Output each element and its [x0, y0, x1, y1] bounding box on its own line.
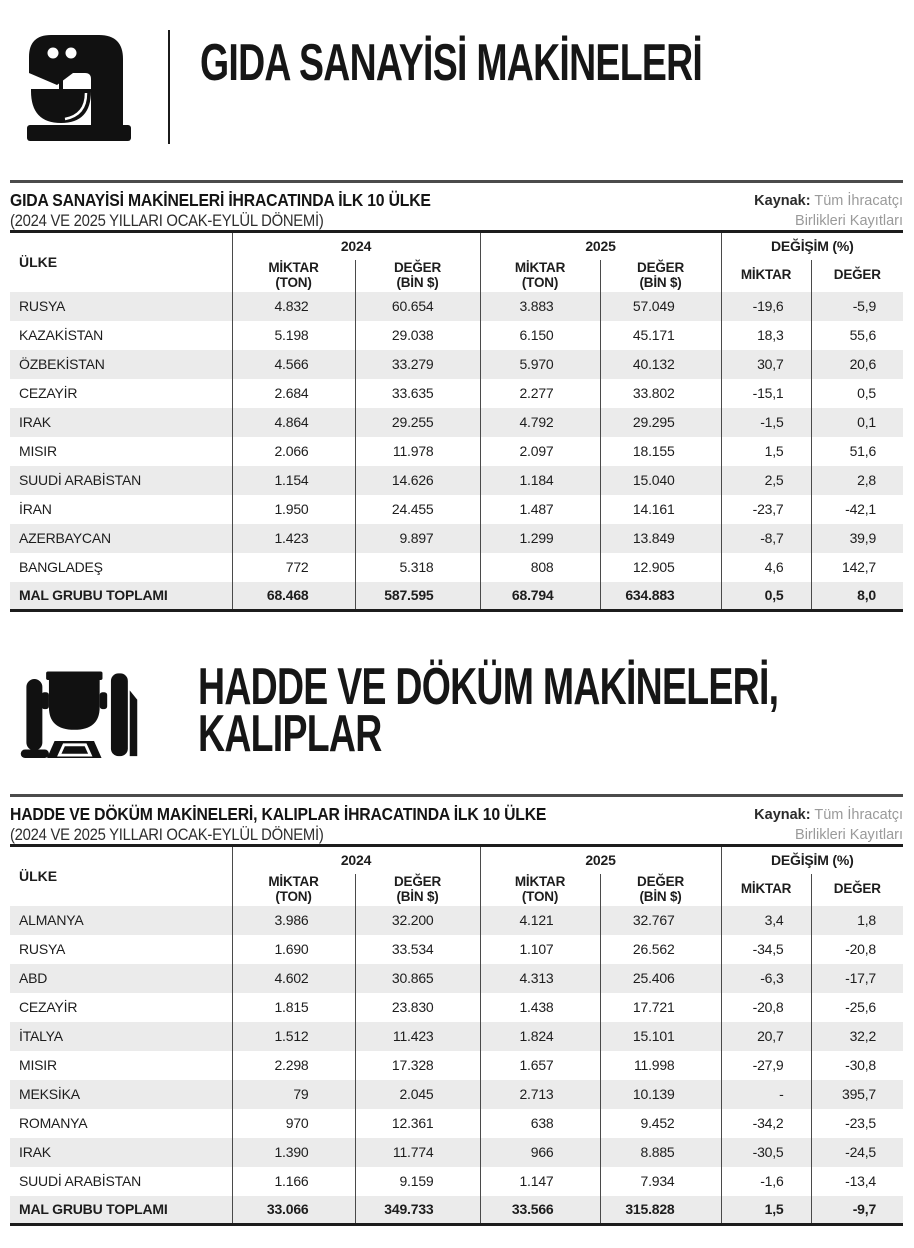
- deger-change-cell: -30,8: [811, 1051, 903, 1080]
- miktar-2024-cell: 2.684: [232, 379, 355, 408]
- deger-2025-cell: 29.295: [600, 408, 721, 437]
- table-row: [10, 1167, 903, 1196]
- country-cell: ALMANYA: [19, 912, 84, 928]
- deger-change-cell: 55,6: [811, 321, 903, 350]
- table-row: [10, 321, 903, 350]
- deger-2024-cell: 33.279: [355, 350, 480, 379]
- section-header: [16, 650, 914, 772]
- source-text-line2: Birlikleri Kayıtları: [795, 827, 903, 843]
- col-group-2025: 2025: [480, 232, 721, 260]
- miktar-change-cell: -34,2: [721, 1109, 811, 1138]
- section-title: [200, 34, 897, 134]
- miktar-change-cell: 20,7: [721, 1022, 811, 1051]
- miktar-2024-cell: 1.390: [232, 1138, 355, 1167]
- table-row: [10, 906, 903, 935]
- table-title: HADDE VE DÖKÜM MAKİNELERİ, KALIPLAR İHRACATINDA İLK 10 ÜLKE: [10, 804, 547, 824]
- deger-2024-cell: 32.200: [355, 906, 480, 935]
- total-miktar-change: 0,5: [721, 582, 811, 611]
- country-cell: RUSYA: [19, 941, 66, 957]
- deger-2025-cell: 15.040: [600, 466, 721, 495]
- table-header: [10, 232, 903, 292]
- deger-2024-cell: 14.626: [355, 466, 480, 495]
- deger-2024-cell: 11.978: [355, 437, 480, 466]
- miktar-change-cell: -: [721, 1080, 811, 1109]
- table-row: [10, 993, 903, 1022]
- miktar-2025-cell: 1.147: [480, 1167, 600, 1196]
- miktar-2024-cell: 1.815: [232, 993, 355, 1022]
- table-block-food: [10, 180, 903, 612]
- country-cell: İRAN: [19, 501, 52, 517]
- source-note: [754, 189, 903, 231]
- col-deger-2025: DEĞER (BİN $): [600, 874, 721, 906]
- col-miktar-change: MİKTAR: [721, 874, 811, 906]
- col-group-change: DEĞİŞİM (%): [721, 846, 903, 874]
- table-head-left: [10, 803, 606, 846]
- miktar-2024-cell: 1.690: [232, 935, 355, 964]
- source-label: Kaynak:: [754, 807, 811, 823]
- total-deger-change: -9,7: [811, 1196, 903, 1225]
- col-miktar-2024: MİKTAR (TON): [232, 874, 355, 906]
- deger-2024-cell: 12.361: [355, 1109, 480, 1138]
- section-title-line1: GIDA SANAYİSİ MAKİNELERİ: [200, 34, 703, 92]
- deger-change-cell: 39,9: [811, 524, 903, 553]
- table-row: [10, 350, 903, 379]
- miktar-change-cell: -27,9: [721, 1051, 811, 1080]
- page: [0, 26, 914, 1248]
- miktar-2025-cell: 1.824: [480, 1022, 600, 1051]
- total-miktar-2025: 68.794: [480, 582, 600, 611]
- country-cell: IRAK: [19, 1144, 51, 1160]
- section-header: [16, 26, 914, 148]
- deger-2025-cell: 32.767: [600, 906, 721, 935]
- miktar-2024-cell: 4.566: [232, 350, 355, 379]
- deger-change-cell: -24,5: [811, 1138, 903, 1167]
- col-group-change: DEĞİŞİM (%): [721, 232, 903, 260]
- deger-2024-cell: 2.045: [355, 1080, 480, 1109]
- total-miktar-change: 1,5: [721, 1196, 811, 1225]
- miktar-change-cell: -15,1: [721, 379, 811, 408]
- miktar-2024-cell: 772: [232, 553, 355, 582]
- miktar-2025-cell: 2.277: [480, 379, 600, 408]
- country-cell: IRAK: [19, 414, 51, 430]
- col-group-2024: 2024: [232, 232, 480, 260]
- table-row: [10, 553, 903, 582]
- miktar-2024-cell: 4.832: [232, 292, 355, 321]
- table-header: [10, 846, 903, 906]
- total-deger-2025: 634.883: [600, 582, 721, 611]
- col-group-2025: 2025: [480, 846, 721, 874]
- country-cell: CEZAYİR: [19, 999, 78, 1015]
- source-note: [754, 803, 903, 845]
- country-cell: BANGLADEŞ: [19, 559, 103, 575]
- deger-change-cell: 2,8: [811, 466, 903, 495]
- deger-2024-cell: 33.534: [355, 935, 480, 964]
- deger-change-cell: 142,7: [811, 553, 903, 582]
- col-miktar-change: MİKTAR: [721, 260, 811, 292]
- table-row: [10, 408, 903, 437]
- table-block-casting: [10, 794, 903, 1226]
- col-deger-2024: DEĞER (BİN $): [355, 260, 480, 292]
- table-row: [10, 524, 903, 553]
- miktar-2025-cell: 966: [480, 1138, 600, 1167]
- deger-2024-cell: 17.328: [355, 1051, 480, 1080]
- miktar-2025-cell: 2.713: [480, 1080, 600, 1109]
- miktar-2025-cell: 808: [480, 553, 600, 582]
- deger-change-cell: 0,5: [811, 379, 903, 408]
- table-row: [10, 292, 903, 321]
- miktar-2024-cell: 3.986: [232, 906, 355, 935]
- total-miktar-2025: 33.566: [480, 1196, 600, 1225]
- miktar-2024-cell: 4.864: [232, 408, 355, 437]
- deger-2024-cell: 5.318: [355, 553, 480, 582]
- deger-change-cell: -20,8: [811, 935, 903, 964]
- country-cell: KAZAKİSTAN: [19, 327, 104, 343]
- miktar-change-cell: -1,6: [721, 1167, 811, 1196]
- miktar-change-cell: 18,3: [721, 321, 811, 350]
- section-food-machinery: [0, 26, 914, 612]
- miktar-2024-cell: 4.602: [232, 964, 355, 993]
- table-row: [10, 1080, 903, 1109]
- miktar-2024-cell: 1.423: [232, 524, 355, 553]
- miktar-2024-cell: 79: [232, 1080, 355, 1109]
- miktar-change-cell: -1,5: [721, 408, 811, 437]
- table-row: [10, 437, 903, 466]
- country-cell: SUUDİ ARABİSTAN: [19, 1173, 141, 1189]
- deger-2025-cell: 9.452: [600, 1109, 721, 1138]
- miktar-change-cell: 4,6: [721, 553, 811, 582]
- deger-2025-cell: 26.562: [600, 935, 721, 964]
- deger-change-cell: -23,5: [811, 1109, 903, 1138]
- country-cell: MISIR: [19, 1057, 57, 1073]
- col-miktar-2024: MİKTAR (TON): [232, 260, 355, 292]
- deger-change-cell: 0,1: [811, 408, 903, 437]
- miktar-2025-cell: 5.970: [480, 350, 600, 379]
- miktar-2025-cell: 4.313: [480, 964, 600, 993]
- table-row: [10, 379, 903, 408]
- col-deger-2024: DEĞER (BİN $): [355, 874, 480, 906]
- table-row: [10, 466, 903, 495]
- casting-ladle-icon: [16, 650, 142, 772]
- miktar-2024-cell: 1.154: [232, 466, 355, 495]
- table-body: [10, 906, 903, 1196]
- deger-change-cell: -42,1: [811, 495, 903, 524]
- deger-change-cell: 32,2: [811, 1022, 903, 1051]
- country-cell: CEZAYİR: [19, 385, 78, 401]
- miktar-change-cell: -19,6: [721, 292, 811, 321]
- miktar-2024-cell: 970: [232, 1109, 355, 1138]
- table-row: [10, 1109, 903, 1138]
- miktar-2025-cell: 6.150: [480, 321, 600, 350]
- total-miktar-2024: 68.468: [232, 582, 355, 611]
- miktar-change-cell: -30,5: [721, 1138, 811, 1167]
- col-group-2024: 2024: [232, 846, 480, 874]
- miktar-2025-cell: 1.299: [480, 524, 600, 553]
- col-miktar-2025: MİKTAR (TON): [480, 874, 600, 906]
- total-deger-2024: 587.595: [355, 582, 480, 611]
- miktar-2025-cell: 3.883: [480, 292, 600, 321]
- total-deger-2025: 315.828: [600, 1196, 721, 1225]
- miktar-2024-cell: 2.066: [232, 437, 355, 466]
- miktar-change-cell: 1,5: [721, 437, 811, 466]
- source-text-line2: Birlikleri Kayıtları: [795, 213, 903, 229]
- miktar-2025-cell: 638: [480, 1109, 600, 1138]
- table-row: [10, 964, 903, 993]
- stand-mixer-icon: [16, 26, 142, 148]
- miktar-2024-cell: 1.950: [232, 495, 355, 524]
- deger-2025-cell: 18.155: [600, 437, 721, 466]
- deger-change-cell: -13,4: [811, 1167, 903, 1196]
- country-cell: ÖZBEKİSTAN: [19, 356, 105, 372]
- deger-2024-cell: 24.455: [355, 495, 480, 524]
- section-title-line1: HADDE VE DÖKÜM MAKİNELERİ,: [198, 658, 779, 716]
- deger-2025-cell: 17.721: [600, 993, 721, 1022]
- table-row: [10, 1022, 903, 1051]
- deger-2024-cell: 60.654: [355, 292, 480, 321]
- total-label: MAL GRUBU TOPLAMI: [19, 1201, 168, 1218]
- col-country: ÜLKE: [19, 868, 58, 885]
- total-deger-change: 8,0: [811, 582, 903, 611]
- deger-2024-cell: 33.635: [355, 379, 480, 408]
- total-deger-2024: 349.733: [355, 1196, 480, 1225]
- table-title: GIDA SANAYİSİ MAKİNELERİ İHRACATINDA İLK 10 ÜLKE: [10, 190, 431, 210]
- table-row: [10, 495, 903, 524]
- table-row: [10, 935, 903, 964]
- miktar-2025-cell: 1.107: [480, 935, 600, 964]
- country-cell: MEKSİKA: [19, 1086, 80, 1102]
- section-title-line2: KALIPLAR: [198, 705, 382, 763]
- table-body: [10, 292, 903, 582]
- table-head-area: [10, 183, 903, 230]
- miktar-change-cell: -20,8: [721, 993, 811, 1022]
- deger-2025-cell: 40.132: [600, 350, 721, 379]
- deger-2024-cell: 11.774: [355, 1138, 480, 1167]
- deger-2025-cell: 11.998: [600, 1051, 721, 1080]
- deger-2025-cell: 7.934: [600, 1167, 721, 1196]
- country-cell: MISIR: [19, 443, 57, 459]
- country-cell: ROMANYA: [19, 1115, 88, 1131]
- miktar-2025-cell: 1.184: [480, 466, 600, 495]
- miktar-2024-cell: 5.198: [232, 321, 355, 350]
- deger-change-cell: -25,6: [811, 993, 903, 1022]
- table-head-area: [10, 797, 903, 844]
- miktar-2025-cell: 4.792: [480, 408, 600, 437]
- table-row: [10, 1138, 903, 1167]
- deger-2025-cell: 33.802: [600, 379, 721, 408]
- header-divider: [168, 30, 170, 144]
- miktar-2025-cell: 1.657: [480, 1051, 600, 1080]
- table-total: [10, 1196, 903, 1225]
- table-head-left: [10, 189, 477, 232]
- miktar-change-cell: -23,7: [721, 495, 811, 524]
- table-total: [10, 582, 903, 611]
- deger-2024-cell: 30.865: [355, 964, 480, 993]
- deger-2024-cell: 9.159: [355, 1167, 480, 1196]
- total-row: [10, 582, 903, 611]
- source-text-line1: Tüm İhracatçı: [814, 807, 903, 823]
- miktar-change-cell: -6,3: [721, 964, 811, 993]
- deger-2025-cell: 10.139: [600, 1080, 721, 1109]
- miktar-2024-cell: 2.298: [232, 1051, 355, 1080]
- deger-2024-cell: 11.423: [355, 1022, 480, 1051]
- miktar-2025-cell: 2.097: [480, 437, 600, 466]
- table-subtitle: (2024 VE 2025 YILLARI OCAK-EYLÜL DÖNEMİ): [10, 826, 324, 844]
- deger-2025-cell: 45.171: [600, 321, 721, 350]
- deger-2024-cell: 23.830: [355, 993, 480, 1022]
- total-row: [10, 1196, 903, 1225]
- country-cell: AZERBAYCAN: [19, 530, 111, 546]
- deger-2024-cell: 29.255: [355, 408, 480, 437]
- miktar-change-cell: -34,5: [721, 935, 811, 964]
- top10-table-casting: [10, 844, 903, 1226]
- country-cell: İTALYA: [19, 1028, 63, 1044]
- deger-change-cell: 20,6: [811, 350, 903, 379]
- total-label: MAL GRUBU TOPLAMI: [19, 587, 168, 604]
- miktar-change-cell: 2,5: [721, 466, 811, 495]
- deger-2024-cell: 29.038: [355, 321, 480, 350]
- table-row: [10, 1051, 903, 1080]
- source-label: Kaynak:: [754, 193, 811, 209]
- col-deger-2025: DEĞER (BİN $): [600, 260, 721, 292]
- section-rolling-casting: [0, 650, 914, 1226]
- miktar-2025-cell: 1.438: [480, 993, 600, 1022]
- miktar-change-cell: -8,7: [721, 524, 811, 553]
- deger-change-cell: -17,7: [811, 964, 903, 993]
- miktar-change-cell: 3,4: [721, 906, 811, 935]
- source-text-line1: Tüm İhracatçı: [814, 193, 903, 209]
- deger-change-cell: -5,9: [811, 292, 903, 321]
- deger-2025-cell: 14.161: [600, 495, 721, 524]
- miktar-2025-cell: 1.487: [480, 495, 600, 524]
- deger-2025-cell: 15.101: [600, 1022, 721, 1051]
- deger-change-cell: 395,7: [811, 1080, 903, 1109]
- col-country: ÜLKE: [19, 254, 58, 271]
- section-title: [198, 658, 914, 763]
- deger-2025-cell: 13.849: [600, 524, 721, 553]
- deger-change-cell: 1,8: [811, 906, 903, 935]
- miktar-2025-cell: 4.121: [480, 906, 600, 935]
- deger-2025-cell: 57.049: [600, 292, 721, 321]
- miktar-change-cell: 30,7: [721, 350, 811, 379]
- deger-2024-cell: 9.897: [355, 524, 480, 553]
- table-subtitle: (2024 VE 2025 YILLARI OCAK-EYLÜL DÖNEMİ): [10, 212, 324, 230]
- col-miktar-2025: MİKTAR (TON): [480, 260, 600, 292]
- country-cell: SUUDİ ARABİSTAN: [19, 472, 141, 488]
- country-cell: RUSYA: [19, 298, 66, 314]
- miktar-2024-cell: 1.512: [232, 1022, 355, 1051]
- miktar-2024-cell: 1.166: [232, 1167, 355, 1196]
- col-deger-change: DEĞER: [811, 260, 903, 292]
- col-deger-change: DEĞER: [811, 874, 903, 906]
- deger-change-cell: 51,6: [811, 437, 903, 466]
- top10-table-food: [10, 230, 903, 612]
- deger-2025-cell: 12.905: [600, 553, 721, 582]
- total-miktar-2024: 33.066: [232, 1196, 355, 1225]
- country-cell: ABD: [19, 970, 48, 986]
- deger-2025-cell: 8.885: [600, 1138, 721, 1167]
- deger-2025-cell: 25.406: [600, 964, 721, 993]
